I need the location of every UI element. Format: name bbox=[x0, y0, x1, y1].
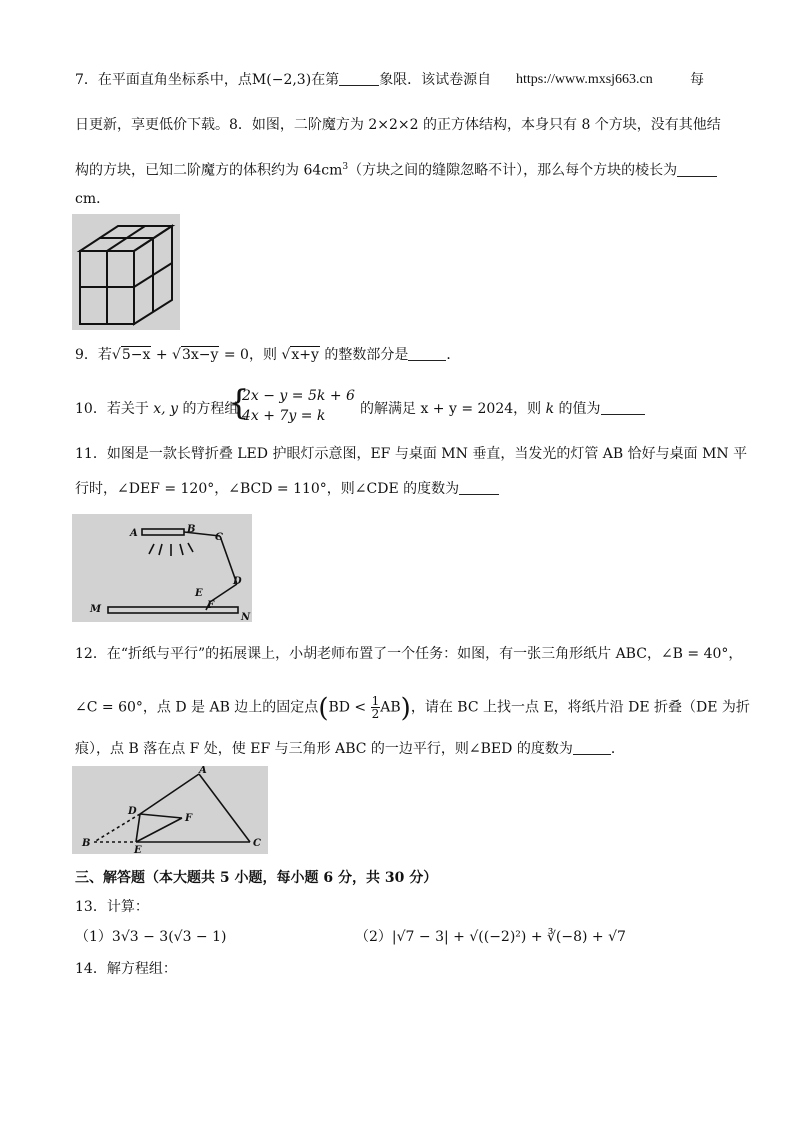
q7-tail: 每 bbox=[690, 72, 704, 88]
q12-cond-pre: BD < bbox=[328, 699, 371, 716]
q12-line3: 痕），点 B 落在点 F 处，使 EF 与三角形 ABC 的一边平行，则∠BED 的度数为 ． bbox=[75, 741, 625, 757]
q7-prefix: 7．在平面直角坐标系中，点 bbox=[75, 72, 252, 88]
q7-point: M(−2,3) bbox=[251, 72, 312, 88]
q7-mid: 在第 bbox=[311, 72, 340, 88]
q14-title: 14．解方程组： bbox=[75, 961, 177, 977]
q10-mid: 的方程组 bbox=[182, 401, 239, 417]
q11-blank bbox=[459, 481, 499, 495]
q7-url[interactable]: https://www.mxsj663.cn bbox=[516, 72, 653, 87]
q7-line2 bbox=[75, 116, 721, 134]
q8-line2 bbox=[75, 158, 717, 180]
q13-title: 13．计算： bbox=[75, 899, 149, 915]
q12-paren-close: ) bbox=[400, 693, 411, 724]
q13-part2 bbox=[355, 928, 626, 946]
q10-prefix: 10．若关于 bbox=[75, 401, 149, 417]
q13-p2-expr: |√7 − 3| + √((−2)²) + ∛(−8) + √7 bbox=[391, 929, 626, 945]
q9-blank bbox=[408, 347, 446, 361]
q12-den: 2 bbox=[371, 707, 380, 721]
q10-blank bbox=[601, 401, 645, 415]
q11-label-A: A bbox=[130, 528, 138, 539]
q12-line2a: ∠C = 60°，点 D 是 AB 边上的固定点 bbox=[75, 699, 319, 716]
q11-line1: 11．如图是一款长臂折叠 LED 护眼灯示意图，EF 与桌面 MN 垂直，当发光的灯管 AB 恰好与桌面 MN 平 bbox=[75, 446, 748, 462]
q11-label-F: F bbox=[207, 600, 215, 611]
q10-cond-line bbox=[360, 400, 645, 418]
q7-suffix: 象限．该试卷源自 bbox=[379, 72, 492, 88]
q9-expr1: 5−x bbox=[121, 347, 151, 363]
q11-label-E: E bbox=[195, 588, 203, 599]
q10-k: k bbox=[541, 401, 559, 417]
q10-vars: x, y bbox=[148, 401, 183, 417]
q13-p1-expr: 3√3 − 3(√3 − 1) bbox=[111, 929, 227, 945]
q7-blank bbox=[339, 72, 379, 86]
q11-label-D: D bbox=[233, 576, 242, 587]
q12-label-D: D bbox=[128, 806, 137, 817]
q8-line1: 8．如图，二阶魔方为 2×2×2 的正方体结构，本身只有 8 个方块，没有其他结 bbox=[229, 117, 721, 133]
q9-eq: = 0，则 bbox=[219, 347, 282, 363]
q12-label-E: E bbox=[134, 845, 142, 854]
q9-line: 9．若√5−x + √3x−y = 0，则 √x+y 的整数部分是 ． bbox=[75, 347, 461, 363]
q12-blank bbox=[573, 741, 611, 755]
q10-eq1: 2x − y = 5k + 6 bbox=[242, 388, 355, 404]
q11-label-M: M bbox=[90, 604, 102, 615]
q12-label-A: A bbox=[199, 766, 207, 776]
q12-line3-text: 痕），点 B 落在点 F 处，使 EF 与三角形 ABC 的一边平行，则∠BED 的度数为 bbox=[75, 741, 573, 757]
q11-lamp-figure bbox=[72, 514, 252, 622]
q13-p1-label: （1） bbox=[75, 929, 112, 945]
q7-line2-text: 日更新，享更低价下载。 bbox=[75, 117, 229, 133]
lamp-drawing bbox=[72, 514, 252, 622]
q9-expr2: 3x−y bbox=[181, 347, 219, 363]
q8-blank bbox=[677, 163, 717, 177]
q12-label-B: B bbox=[82, 838, 91, 849]
q10-eq2: 4x + 7y = k bbox=[242, 408, 326, 424]
q12-label-F: F bbox=[185, 813, 193, 824]
q11-label-B: B bbox=[187, 524, 196, 535]
cube-drawing bbox=[72, 214, 180, 330]
q11-line2 bbox=[75, 480, 499, 498]
q12-label-C: C bbox=[253, 838, 261, 849]
q7-line1 bbox=[75, 71, 491, 89]
q9-prefix: 9．若 bbox=[75, 347, 112, 363]
q11-label-N: N bbox=[241, 612, 251, 622]
q8-line2a: 构的方块，已知二阶魔方的体积约为 64cm bbox=[75, 162, 343, 179]
q8-line3: cm． bbox=[75, 191, 111, 207]
triangle-drawing bbox=[72, 766, 268, 854]
q9-expr3: x+y bbox=[291, 347, 319, 363]
q13-part1 bbox=[75, 928, 227, 946]
q9-suffix: 的整数部分是 bbox=[319, 347, 409, 363]
q10-brace: { bbox=[228, 383, 250, 423]
q12-paren-open: ( bbox=[318, 693, 329, 724]
q8-cube-figure bbox=[72, 214, 180, 330]
q8-line2b: （方块之间的缝隙忽略不计），那么每个方块的棱长为 bbox=[348, 162, 678, 179]
q12-num: 1 bbox=[371, 694, 380, 708]
q8-sup: 3 bbox=[342, 162, 349, 172]
q10-suffix: 的值为 bbox=[558, 401, 601, 417]
q11-label-C: C bbox=[215, 532, 223, 543]
q9-plus: + bbox=[151, 347, 173, 363]
q10-cond: 的解满足 x + y = 2024，则 bbox=[360, 401, 542, 417]
q12-line2 bbox=[75, 693, 750, 724]
q12-triangle-figure bbox=[72, 766, 268, 854]
q12-fraction bbox=[371, 695, 381, 720]
section3-heading: 三、解答题（本大题共 5 小题，每小题 6 分，共 30 分） bbox=[75, 870, 438, 886]
q12-line1: 12．在“折纸与平行”的拓展课上，小胡老师布置了一个任务：如图，有一张三角形纸片 ABC，∠B = 40°， bbox=[75, 646, 743, 662]
q11-line2-text: 行时，∠DEF = 120°，∠BCD = 110°，则∠CDE 的度数为 bbox=[75, 481, 460, 497]
q12-line2b: ，请在 BC 上找一点 E，将纸片沿 DE 折叠（DE 为折 bbox=[410, 699, 750, 716]
q13-p2-label: （2） bbox=[355, 929, 392, 945]
q12-cond-post: AB bbox=[380, 699, 401, 716]
q10-prefix-line bbox=[75, 400, 238, 418]
